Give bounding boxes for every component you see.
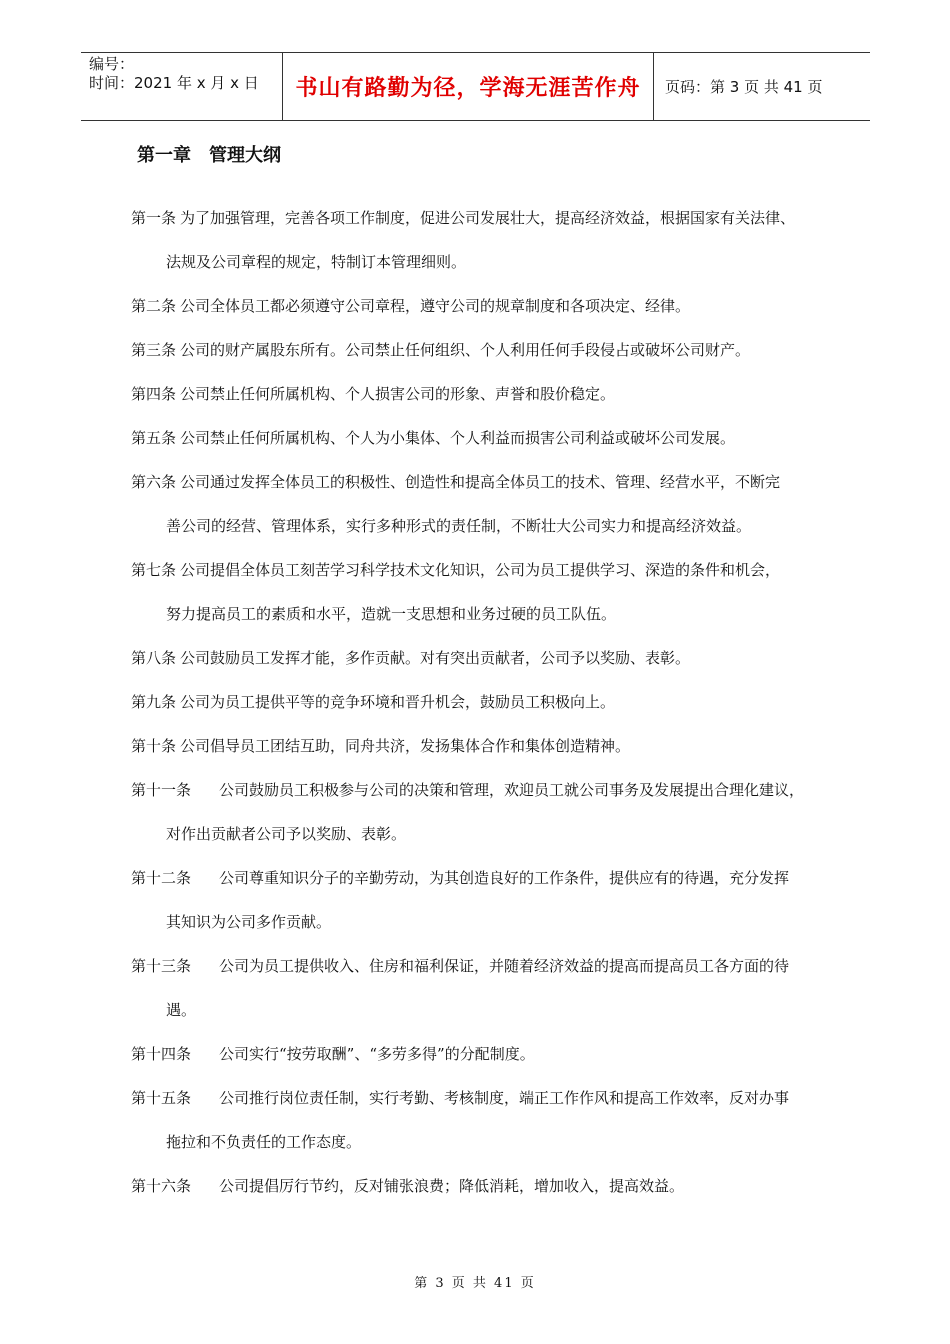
article-2 [131,294,831,338]
article-text: 公司提倡全体员工刻苦学习科学技术文化知识，公司为员工提供学习、深造的条件和机会， [180,561,781,579]
article-line [131,646,831,690]
article-line [131,778,831,822]
article-number: 第一条 [131,209,177,227]
article-line [131,382,831,426]
article-13 [131,954,831,1042]
article-line [131,338,831,382]
article-number: 第八条 [131,649,177,667]
article-text: 公司的财产属股东所有。公司禁止任何组织、个人利用任何手段侵占或破坏公司财产。 [180,341,751,359]
article-line [131,998,831,1042]
article-line [131,690,831,734]
article-line [131,822,831,866]
article-text: 公司推行岗位责任制，实行考勤、考核制度，端正工作作风和提高工作效率，反对办事 [219,1089,790,1107]
article-6 [131,470,831,558]
article-7 [131,558,831,646]
article-text: 公司鼓励员工发挥才能，多作贡献。对有突出贡献者，公司予以奖励、表彰。 [180,649,691,667]
article-text: 善公司的经营、管理体系，实行多种形式的责任制，不断壮大公司实力和提高经济效益。 [166,517,752,535]
article-5 [131,426,831,470]
article-10 [131,734,831,778]
article-line [131,866,831,910]
article-12 [131,866,831,954]
article-text: 对作出贡献者公司予以奖励、表彰。 [166,825,407,843]
article-text: 公司实行“按劳取酬”、“多劳多得”的分配制度。 [219,1045,535,1063]
article-number: 第十三条 [131,957,192,975]
article-16 [131,1174,831,1218]
article-line [131,558,831,602]
article-line [131,514,831,558]
article-line [131,734,831,778]
article-line [131,602,831,646]
article-line [131,1042,831,1086]
header-slogan: 书山有路勤为径，学海无涯苦作舟 [282,53,654,120]
article-line [131,294,831,338]
article-line [131,250,831,294]
page-header [81,52,870,121]
article-text: 公司倡导员工团结互助，同舟共济，发扬集体合作和集体创造精神。 [180,737,631,755]
article-line [131,470,831,514]
article-number: 第四条 [131,385,177,403]
article-text: 公司禁止任何所属机构、个人损害公司的形象、声誉和股价稳定。 [180,385,616,403]
article-text: 公司禁止任何所属机构、个人为小集体、个人利益而损害公司利益或破坏公司发展。 [180,429,736,447]
article-line [131,1174,831,1218]
article-number: 第二条 [131,297,177,315]
article-3 [131,338,831,382]
article-number: 第十条 [131,737,177,755]
document-date-label: 时间：2021 年 x 月 x 日 [89,74,259,92]
header-meta [81,53,282,120]
article-number: 第六条 [131,473,177,491]
article-11 [131,778,831,866]
page-footer: 第 3 页 共 41 页 [414,1276,536,1291]
header-page-label: 页码：第 3 页 共 41 页 [665,78,823,96]
article-line [131,954,831,998]
article-number: 第九条 [131,693,177,711]
article-text: 公司全体员工都必须遵守公司章程，遵守公司的规章制度和各项决定、经律。 [180,297,691,315]
article-number: 第十六条 [131,1177,192,1195]
article-text: 拖拉和不负责任的工作态度。 [166,1133,362,1151]
article-text: 其知识为公司多作贡献。 [166,913,332,931]
article-1 [131,206,831,294]
article-text: 公司提倡厉行节约，反对铺张浪费；降低消耗，增加收入，提高效益。 [219,1177,685,1195]
article-text: 公司为员工提供收入、住房和福利保证，并随着经济效益的提高而提高员工各方面的待 [219,957,790,975]
article-line [131,910,831,954]
article-line [131,426,831,470]
article-line [131,206,831,250]
article-text: 法规及公司章程的规定，特制订本管理细则。 [166,253,467,271]
article-number: 第五条 [131,429,177,447]
article-15 [131,1086,831,1174]
article-text: 努力提高员工的素质和水平，造就一支思想和业务过硬的员工队伍。 [166,605,617,623]
article-text: 公司鼓励员工积极参与公司的决策和管理，欢迎员工就公司事务及发展提出合理化建议， [219,781,805,799]
article-14 [131,1042,831,1086]
article-number: 第十五条 [131,1089,192,1107]
article-number: 第七条 [131,561,177,579]
chapter-title: 第一章 管理大纲 [137,145,281,166]
article-4 [131,382,831,426]
article-text: 公司通过发挥全体员工的积极性、创造性和提高全体员工的技术、管理、经营水平，不断完 [180,473,781,491]
article-line [131,1086,831,1130]
document-number-label: 编号： [89,55,135,73]
article-9 [131,690,831,734]
article-line [131,1130,831,1174]
article-number: 第十二条 [131,869,192,887]
article-8 [131,646,831,690]
article-number: 第十一条 [131,781,192,799]
article-text: 公司为员工提供平等的竞争环境和晋升机会，鼓励员工积极向上。 [180,693,616,711]
article-text: 为了加强管理，完善各项工作制度，促进公司发展壮大，提高经济效益，根据国家有关法律、 [180,209,796,227]
article-number: 第三条 [131,341,177,359]
article-text: 遇。 [166,1001,197,1019]
article-text: 公司尊重知识分子的辛勤劳动，为其创造良好的工作条件，提供应有的待遇，充分发挥 [219,869,790,887]
article-number: 第十四条 [131,1045,192,1063]
